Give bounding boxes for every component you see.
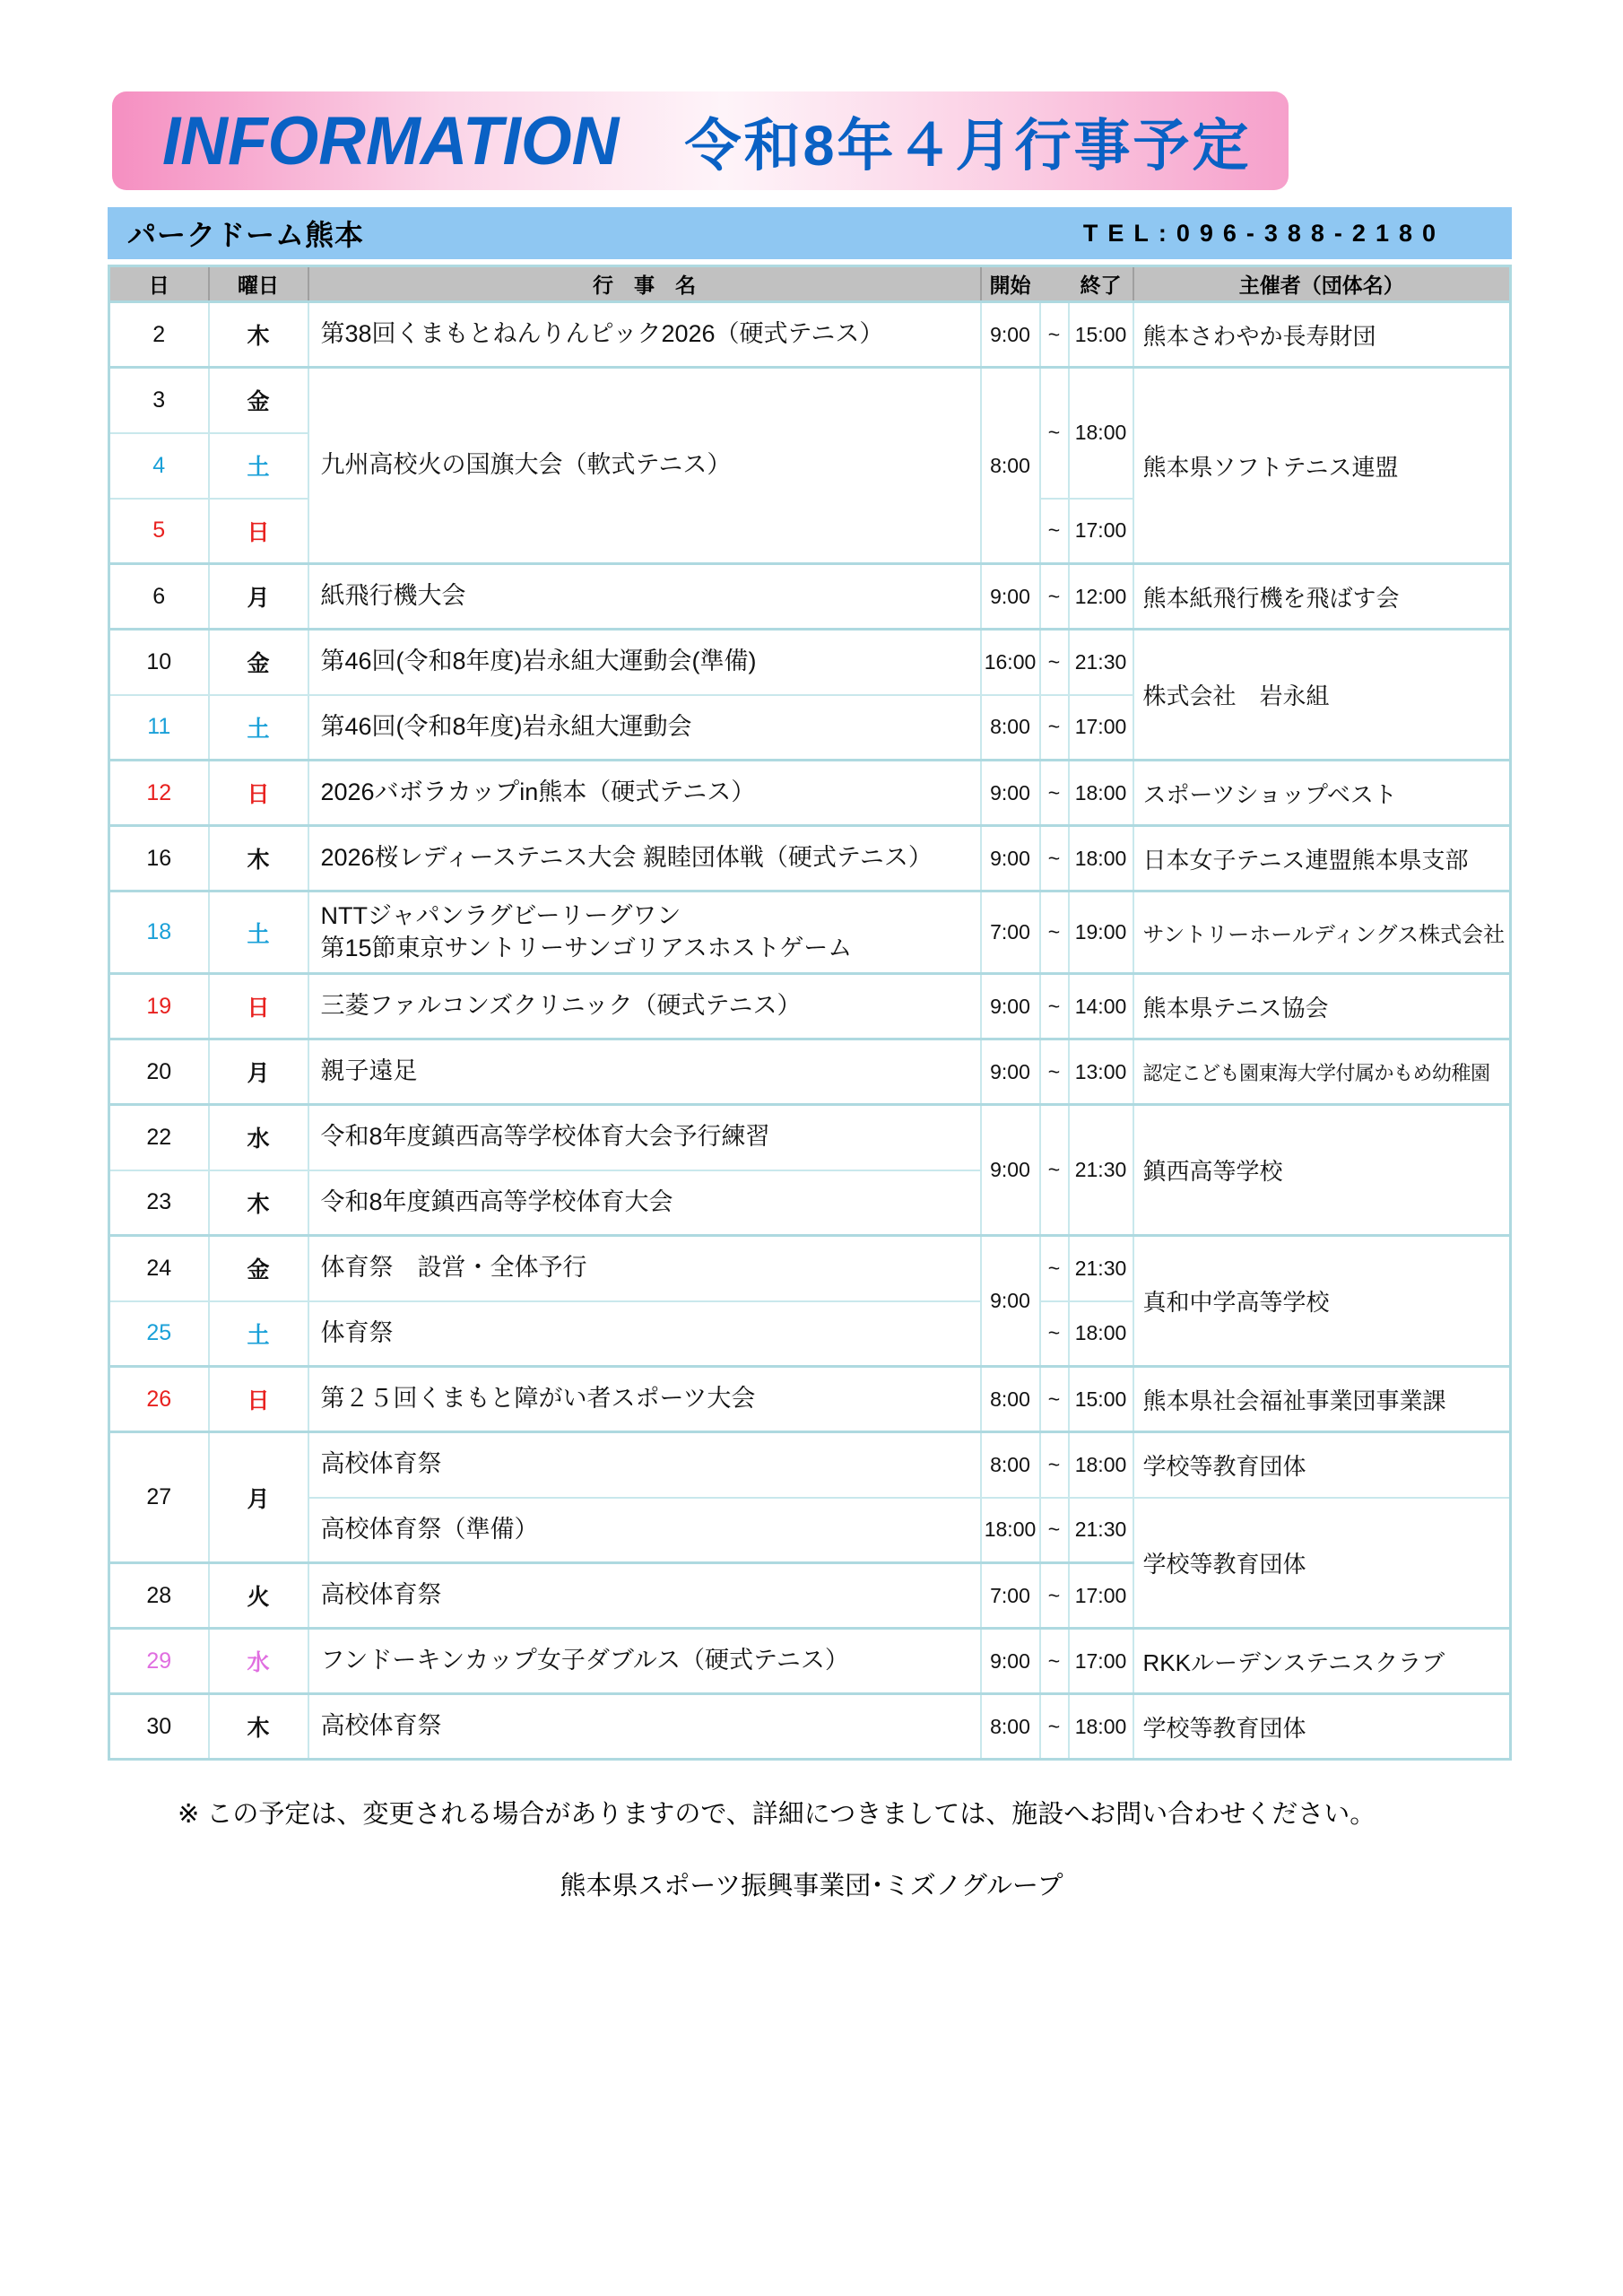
cell-time: 9:00 [981,761,1040,826]
cell-youbi: 月 [209,1039,308,1105]
cell-event: 第38回くまもとねんりんピック2026（硬式テニス） [308,302,981,368]
cell-org: RKKルーデンステニスクラブ [1133,1629,1511,1694]
cell-org: 熊本紙飛行機を飛ばす会 [1133,564,1511,630]
cell-tilde: ~ [1040,302,1069,368]
cell-tilde: ~ [1040,1629,1069,1694]
cell-tilde: ~ [1040,1498,1069,1563]
cell-time: 9:00 [981,974,1040,1039]
cell-time: 17:00 [1069,499,1133,564]
cell-org: 学校等教育団体 [1133,1432,1511,1498]
cell-youbi: 日 [209,499,308,564]
cell-time: 9:00 [981,1236,1040,1367]
table-row [109,1236,1511,1301]
cell-time: 21:30 [1069,1236,1133,1301]
cell-org: 熊本さわやか長寿財団 [1133,302,1511,368]
cell-day: 25 [109,1301,209,1367]
schedule-table-wrap [108,265,1512,1761]
cell-org: 学校等教育団体 [1133,1694,1511,1760]
header-start: 開始 [981,266,1040,302]
header-event: 行 事 名 [308,266,981,302]
cell-tilde: ~ [1040,891,1069,974]
cell-time: 8:00 [981,1694,1040,1760]
cell-day: 6 [109,564,209,630]
header-organizer: 主催者（団体名） [1133,266,1511,302]
cell-event: 高校体育祭 [308,1563,981,1629]
cell-youbi: 日 [209,974,308,1039]
table-row [109,630,1511,695]
cell-tilde: ~ [1040,368,1069,499]
banner-english-title: INFORMATION [162,102,620,179]
cell-time: 17:00 [1069,1563,1133,1629]
cell-time: 15:00 [1069,1367,1133,1432]
cell-org: スポーツショップベスト [1133,761,1511,826]
cell-time: 18:00 [1069,1301,1133,1367]
cell-time: 8:00 [981,1367,1040,1432]
table-header-row [109,266,1511,302]
cell-day: 28 [109,1563,209,1629]
cell-youbi: 土 [209,433,308,499]
cell-youbi: 水 [209,1629,308,1694]
cell-tilde: ~ [1040,1039,1069,1105]
table-row [109,1432,1511,1498]
cell-time: 17:00 [1069,695,1133,761]
cell-org: 鎮西高等学校 [1133,1105,1511,1236]
table-row [109,1039,1511,1105]
table-row [109,1694,1511,1760]
cell-tilde: ~ [1040,499,1069,564]
cell-youbi: 土 [209,1301,308,1367]
disclaimer-note: ※ この予定は、変更される場合がありますので、詳細につきましては、施設へお問い合わせください。 [178,1800,1376,1829]
cell-org: 株式会社 岩永組 [1133,630,1511,761]
facility-phone: TEL:096-388-2180 [1082,219,1445,247]
cell-day: 3 [109,368,209,433]
cell-event: 2026バボラカップin熊本（硬式テニス） [308,761,981,826]
cell-time: 9:00 [981,1629,1040,1694]
cell-day: 5 [109,499,209,564]
title-banner [112,91,1289,190]
cell-time: 9:00 [981,564,1040,630]
cell-org: 学校等教育団体 [1133,1498,1511,1629]
cell-time: 13:00 [1069,1039,1133,1105]
cell-day: 10 [109,630,209,695]
cell-time: 21:30 [1069,1105,1133,1236]
table-row [109,761,1511,826]
header-tilde [1040,266,1069,302]
cell-youbi: 金 [209,368,308,433]
cell-time: 9:00 [981,1039,1040,1105]
cell-youbi: 月 [209,564,308,630]
cell-tilde: ~ [1040,974,1069,1039]
cell-youbi: 月 [209,1432,308,1563]
cell-youbi: 木 [209,826,308,891]
cell-org: 日本女子テニス連盟熊本県支部 [1133,826,1511,891]
cell-event: 高校体育祭（準備） [308,1498,981,1563]
cell-day: 18 [109,891,209,974]
cell-youbi: 金 [209,1236,308,1301]
cell-time: 8:00 [981,1432,1040,1498]
cell-day: 30 [109,1694,209,1760]
table-row [109,826,1511,891]
cell-tilde: ~ [1040,1301,1069,1367]
cell-tilde: ~ [1040,564,1069,630]
cell-day: 23 [109,1170,209,1236]
cell-org: サントリーホールディングス株式会社 [1133,891,1511,974]
cell-time: 9:00 [981,302,1040,368]
cell-time: 9:00 [981,826,1040,891]
cell-time: 21:30 [1069,1498,1133,1563]
cell-youbi: 木 [209,1170,308,1236]
cell-event: 2026桜レディーステニス大会 親睦団体戦（硬式テニス） [308,826,981,891]
cell-event: 令和8年度鎮西高等学校体育大会 [308,1170,981,1236]
cell-time: 21:30 [1069,630,1133,695]
cell-event: NTTジャパンラグビーリーグワン 第15節東京サントリーサンゴリアスホストゲーム [308,891,981,974]
facility-name: パークドーム熊本 [127,219,365,251]
cell-day: 29 [109,1629,209,1694]
cell-event: 親子遠足 [308,1039,981,1105]
cell-tilde: ~ [1040,1563,1069,1629]
cell-day: 12 [109,761,209,826]
cell-youbi: 日 [209,1367,308,1432]
cell-youbi: 木 [209,302,308,368]
cell-youbi: 日 [209,761,308,826]
cell-day: 26 [109,1367,209,1432]
cell-day: 16 [109,826,209,891]
cell-time: 9:00 [981,1105,1040,1236]
banner-japanese-title: 令和8年４月行事予定 [684,114,1252,178]
cell-tilde: ~ [1040,761,1069,826]
cell-time: 18:00 [1069,761,1133,826]
cell-time: 17:00 [1069,1629,1133,1694]
cell-event: 体育祭 設営・全体予行 [308,1236,981,1301]
cell-tilde: ~ [1040,1367,1069,1432]
cell-tilde: ~ [1040,630,1069,695]
facility-bar [108,207,1512,259]
cell-org: 熊本県社会福祉事業団事業課 [1133,1367,1511,1432]
cell-event: 体育祭 [308,1301,981,1367]
cell-time: 7:00 [981,1563,1040,1629]
cell-youbi: 土 [209,891,308,974]
cell-time: 16:00 [981,630,1040,695]
cell-org: 熊本県ソフトテニス連盟 [1133,368,1511,564]
cell-time: 18:00 [1069,826,1133,891]
cell-event: 第46回(令和8年度)岩永組大運動会 [308,695,981,761]
cell-org: 熊本県テニス協会 [1133,974,1511,1039]
cell-day: 22 [109,1105,209,1170]
table-row [109,974,1511,1039]
cell-day: 27 [109,1432,209,1563]
table-row [109,891,1511,974]
cell-time: 18:00 [1069,1694,1133,1760]
cell-time: 18:00 [1069,368,1133,499]
cell-youbi: 土 [209,695,308,761]
cell-time: 18:00 [1069,1432,1133,1498]
cell-youbi: 木 [209,1694,308,1760]
credit-line: 熊本県スポーツ振興事業団･ミズノグループ [560,1872,1063,1900]
cell-day: 2 [109,302,209,368]
cell-time: 18:00 [981,1498,1040,1563]
cell-tilde: ~ [1040,695,1069,761]
cell-day: 4 [109,433,209,499]
cell-day: 20 [109,1039,209,1105]
cell-org: 認定こども園東海大学付属かもめ幼稚園 [1133,1039,1511,1105]
table-row [109,1367,1511,1432]
table-row [109,368,1511,433]
cell-event: 紙飛行機大会 [308,564,981,630]
cell-tilde: ~ [1040,1694,1069,1760]
cell-youbi: 火 [209,1563,308,1629]
cell-time: 14:00 [1069,974,1133,1039]
cell-day: 24 [109,1236,209,1301]
cell-tilde: ~ [1040,1432,1069,1498]
cell-time: 19:00 [1069,891,1133,974]
header-youbi: 曜日 [209,266,308,302]
cell-time: 8:00 [981,368,1040,564]
cell-tilde: ~ [1040,1236,1069,1301]
schedule-table-body [109,302,1511,1760]
cell-youbi: 金 [209,630,308,695]
cell-event: 高校体育祭 [308,1694,981,1760]
table-row [109,1498,1511,1563]
cell-time: 7:00 [981,891,1040,974]
cell-event: 九州高校火の国旗大会（軟式テニス） [308,368,981,564]
table-row [109,302,1511,368]
schedule-table [108,265,1512,1761]
table-row [109,1629,1511,1694]
header-day: 日 [109,266,209,302]
cell-tilde: ~ [1040,826,1069,891]
cell-time: 8:00 [981,695,1040,761]
cell-event: 第２５回くまもと障がい者スポーツ大会 [308,1367,981,1432]
header-end: 終了 [1069,266,1133,302]
cell-event: 第46回(令和8年度)岩永組大運動会(準備) [308,630,981,695]
cell-event: 高校体育祭 [308,1432,981,1498]
cell-time: 12:00 [1069,564,1133,630]
cell-time: 15:00 [1069,302,1133,368]
cell-youbi: 水 [209,1105,308,1170]
cell-event: フンドーキンカップ女子ダブルス（硬式テニス） [308,1629,981,1694]
cell-day: 11 [109,695,209,761]
cell-org: 真和中学高等学校 [1133,1236,1511,1367]
cell-tilde: ~ [1040,1105,1069,1236]
cell-event: 令和8年度鎮西高等学校体育大会予行練習 [308,1105,981,1170]
table-row [109,564,1511,630]
cell-event: 三菱ファルコンズクリニック（硬式テニス） [308,974,981,1039]
table-row [109,1105,1511,1170]
cell-day: 19 [109,974,209,1039]
